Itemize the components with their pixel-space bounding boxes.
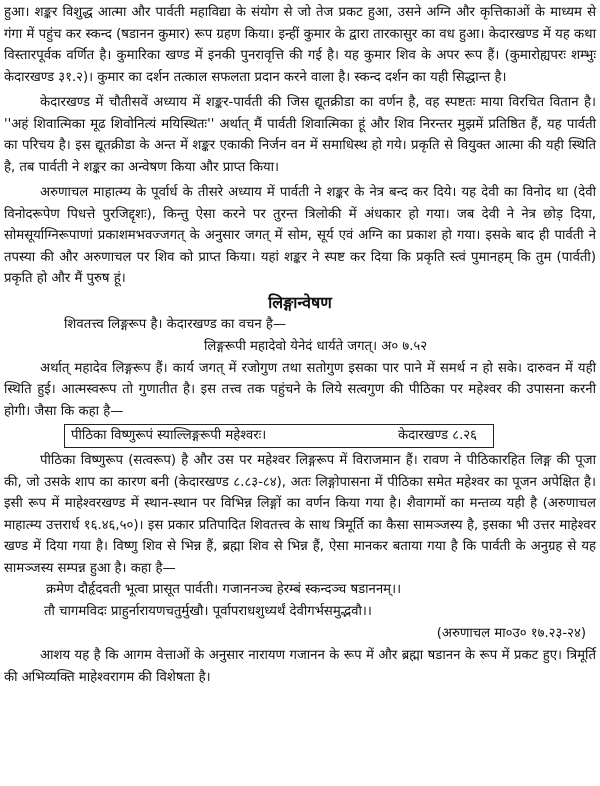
paragraph-dyutakrida: केदारखण्ड में चौतीसवें अध्याय में शङ्कर-पार्वती की जिस द्यूतक्रीडा का वर्णन है, वह स्पष्टतः माया विरचित वितान है। ''अहं शिवात्मिका मूढ शिवोनित्यं मयिस्थितः'' अर्थात् मैं पार्वती शिवात्मिका हूं और शिव निरन्तर मुझमें प्रतिष्ठित हैं, यह पार्वती का परिचय है। इस द्यूतक्रीडा के अन्त में शङ्कर एकाकी निर्जन वन में समाधिस्थ हो गये। प्रकृति से वियुक्त आत्मा की यही स्थिति है, तब पार्वती ने शङ्कर का अन्वेषण किया और प्राप्त किया। (4, 95, 596, 175)
boxed-verse-reference: केदारखण्ड ८.२६ (397, 428, 477, 443)
verse-citation: (अरुणाचल मा०उ० १७.२३-२४) (436, 626, 586, 641)
section-heading: लिङ्गान्वेषण (268, 292, 332, 312)
paragraph-shivatattva: शिवतत्त्व लिङ्गरूप है। केदारखण्ड का वचन है— (64, 316, 287, 332)
paragraph-pithika: पीठिका विष्णुरूप (सत्वरूप) है और उस पर महेश्वर लिङ्गरूप में विराजमान हैं। रावण ने पीठिकारहित लिङ्ग की पूजा की, जो उसके शाप का कारण बनी (केदारखण्ड ८.८३-८४), अतः लिङ्गोपासना में पीठिका समेत महेश्वर का पूजन अपेक्षित है। इसी रूप में माहेश्वरखण्ड में स्थान-स्थान पर विभिन्न लिङ्गों का वर्णन किया गया है। शैवागमों का मन्तव्य यही है (अरुणाचल माहात्म्य उत्तरार्ध १६.४६,५०)। इस प्रकार प्रतिपादित शिवतत्त्व के साथ त्रिमूर्ति का कैसा सामञ्जस्य है, इसका भी उत्तर माहेश्वर खण्ड में दिया गया है। विष्णु शिव से भिन्न हैं, ब्रह्मा शिव से भिन्न हैं, ऐसा मानकर बताया गया है कि पार्वती के अनुग्रह से यह सामञ्जस्य सम्पन्न हुआ है। कहा है— (4, 453, 596, 576)
verse-line-2: तौ चागमविदः प्राहुर्नारायणचतुर्मुखौ। पूर्वापराधशुध्यर्थं देवीगर्भसमुद्भवौ।। (44, 604, 372, 619)
boxed-verse (64, 424, 494, 448)
paragraph-kumar: हुआ। शङ्कर विशुद्ध आत्मा और पार्वती महाविद्या के संयोग से जो तेज प्रकट हुआ, उसने अग्नि और कृत्तिकाओं के माध्यम से गंगा में पहुंच कर स्कन्द (षडानन कुमार) रूप ग्रहण किया। इन्हीं कुमार के द्वारा तारकासुर का वध हुआ। केदारखण्ड में यह कथा विस्तारपूर्वक वर्णित है। कुमारिका खण्ड में इनकी पुनरावृत्ति की गई है। यह कुमार शिव के अपर रूप हैं। (कुमारोह्यपरः शम्भुः केदारखण्ड ३१.२)। कुमार का दर्शन तत्काल सफलता प्रदान करने वाला है। स्कन्द दर्शन का यही सिद्धान्त है। (4, 5, 596, 85)
paragraph-arunachal: अरुणाचल माहात्म्य के पूर्वार्ध के तीसरे अध्याय में पार्वती ने शङ्कर के नेत्र बन्द कर दिये। यह देवी का विनोद था (देवी विनोदरूपेण पिधत्ते पुरजिद्दृशः), किन्तु ऐसा करने पर तुरन्त त्रिलोकी में अंधकार हो गया। जब देवी ने नेत्र छोड़ दिया, सोमसूर्याग्निरूपाणां प्रकाशमभवज्जगत् के अनुसार जगत् में सोम, सूर्य एवं अग्नि का प्रकाश हो गया। इसके बाद ही पार्वती ने तपस्या की और अरुणाचल पर शिव को प्राप्त किया। यहां शङ्कर ने स्पष्ट कर दिया कि प्रकृति स्त्वं पुमानहम् कि तुम (पार्वती) प्रकृति हो और मैं पुरुष हूं। (4, 185, 596, 286)
paragraph-mahadeva: अर्थात् महादेव लिङ्गरूप हैं। कार्य जगत् में रजोगुण तथा सतोगुण इसका पार पाने में समर्थ न हो सके। दारुवन में यही स्थिति हुई। आत्मस्वरूप तो गुणातीत है। इस तत्त्व तक पहुंचने के लिये सत्वगुण की पीठिका पर महेश्वर की उपासना करनी होगी। जैसा कि कहा है— (4, 360, 596, 419)
boxed-verse-text: पीठिका विष्णुरूपं स्याल्लिङ्गरूपी महेश्वरः। (71, 428, 267, 443)
verse-lingarupi: लिङ्गरूपी महादेवो येनेदं धार्यते जगत्। अ० ७.५२ (204, 338, 428, 354)
paragraph-ashaya: आशय यह है कि आगम वेत्ताओं के अनुसार नारायण गजानन के रूप में और ब्रह्मा षडानन के रूप में प्रकट हुए। त्रिमूर्ति की अभिव्यक्ति माहेश्वरागम की विशेषता है। (4, 648, 596, 685)
verse-line-1: क्रमेण दौर्हृदवती भूत्वा प्रासूत पार्वती। गजाननञ्च हेरम्बं स्कन्दञ्च षडाननम्।। (46, 582, 402, 597)
